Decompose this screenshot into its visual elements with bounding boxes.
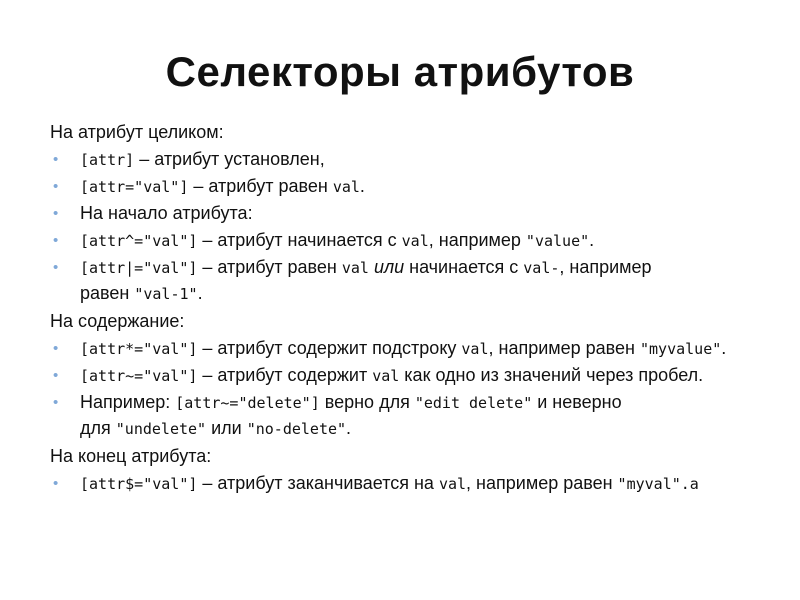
- item-text: .: [359, 176, 365, 196]
- item-text: – атрибут установлен,: [134, 149, 325, 169]
- list-item: [50, 336, 770, 363]
- bullet-icon: •: [53, 205, 59, 222]
- code-snippet: "val-1": [134, 285, 198, 303]
- item-text: На начало атрибута:: [80, 203, 253, 223]
- item-text: .: [197, 283, 203, 303]
- item-text: верно для: [319, 392, 415, 412]
- bullet-icon: •: [53, 367, 59, 384]
- code-snippet: "myval".a: [617, 475, 699, 493]
- slide-content: [50, 120, 770, 498]
- bullet-icon: •: [53, 394, 59, 411]
- list-item: [50, 201, 770, 228]
- code-snippet: val: [341, 259, 369, 277]
- item-text: .: [589, 230, 595, 250]
- bullet-icon: •: [53, 232, 59, 249]
- code-snippet: [attr$="val"]: [80, 475, 198, 493]
- bullet-icon: •: [53, 178, 59, 195]
- code-snippet: "no-delete": [246, 420, 347, 438]
- item-text: – атрибут содержит подстроку: [197, 338, 462, 358]
- code-snippet: val: [438, 475, 467, 493]
- item-text: Например:: [80, 392, 176, 412]
- item-text: , например равен: [488, 338, 640, 358]
- code-snippet: "undelete": [115, 420, 207, 438]
- item-text: – атрибут начинается с: [197, 230, 402, 250]
- section-heading-whole: На атрибут целиком:: [50, 122, 224, 142]
- item-text: и неверно: [532, 392, 622, 412]
- list-item: [50, 363, 770, 390]
- list-item: [50, 255, 770, 309]
- slide-title: Селекторы атрибутов: [165, 48, 635, 95]
- item-text: – атрибут содержит: [197, 365, 373, 385]
- item-text: – атрибут равен: [188, 176, 333, 196]
- item-text: – атрибут заканчивается на: [197, 473, 439, 493]
- list-item: [50, 471, 770, 498]
- item-text: равен: [80, 283, 135, 303]
- item-text: – атрибут равен: [197, 257, 342, 277]
- item-text: для: [80, 418, 116, 438]
- code-snippet: val: [401, 232, 429, 250]
- code-snippet: [attr]: [80, 151, 135, 169]
- code-snippet: "value": [525, 232, 590, 250]
- code-snippet: "myvalue": [640, 340, 722, 358]
- item-text: .: [721, 338, 727, 358]
- item-text: начинается с: [404, 257, 524, 277]
- list-item: [50, 174, 770, 201]
- item-text: , например: [428, 230, 526, 250]
- list-item: [50, 228, 770, 255]
- list-item: [50, 390, 770, 444]
- code-snippet: [attr="val"]: [80, 178, 189, 196]
- item-text: , например равен: [466, 473, 618, 493]
- code-snippet: [attr*="val"]: [80, 340, 198, 358]
- code-snippet: val: [372, 367, 400, 385]
- code-snippet: val: [332, 178, 360, 196]
- bullet-icon: •: [53, 259, 59, 276]
- item-text: как одно из значений через пробел.: [399, 365, 704, 385]
- item-text: или: [206, 418, 247, 438]
- list-item: [50, 147, 770, 174]
- code-snippet: [attr~="val"]: [80, 367, 198, 385]
- code-snippet: [attr^="val"]: [80, 232, 198, 250]
- code-snippet: val: [461, 340, 489, 358]
- bullet-icon: •: [53, 340, 59, 357]
- code-snippet: [attr~="delete"]: [175, 394, 320, 412]
- code-snippet: val-: [523, 259, 560, 277]
- section-heading-end: На конец атрибута:: [50, 446, 212, 466]
- section-heading-contains: На содержание:: [50, 311, 185, 331]
- bullet-icon: •: [53, 475, 59, 492]
- item-text: .: [346, 418, 352, 438]
- item-text: , например: [559, 257, 652, 277]
- code-snippet: [attr|="val"]: [80, 259, 198, 277]
- bullet-icon: •: [53, 151, 59, 168]
- item-text-italic: или: [368, 257, 405, 277]
- code-snippet: "edit delete": [414, 394, 533, 412]
